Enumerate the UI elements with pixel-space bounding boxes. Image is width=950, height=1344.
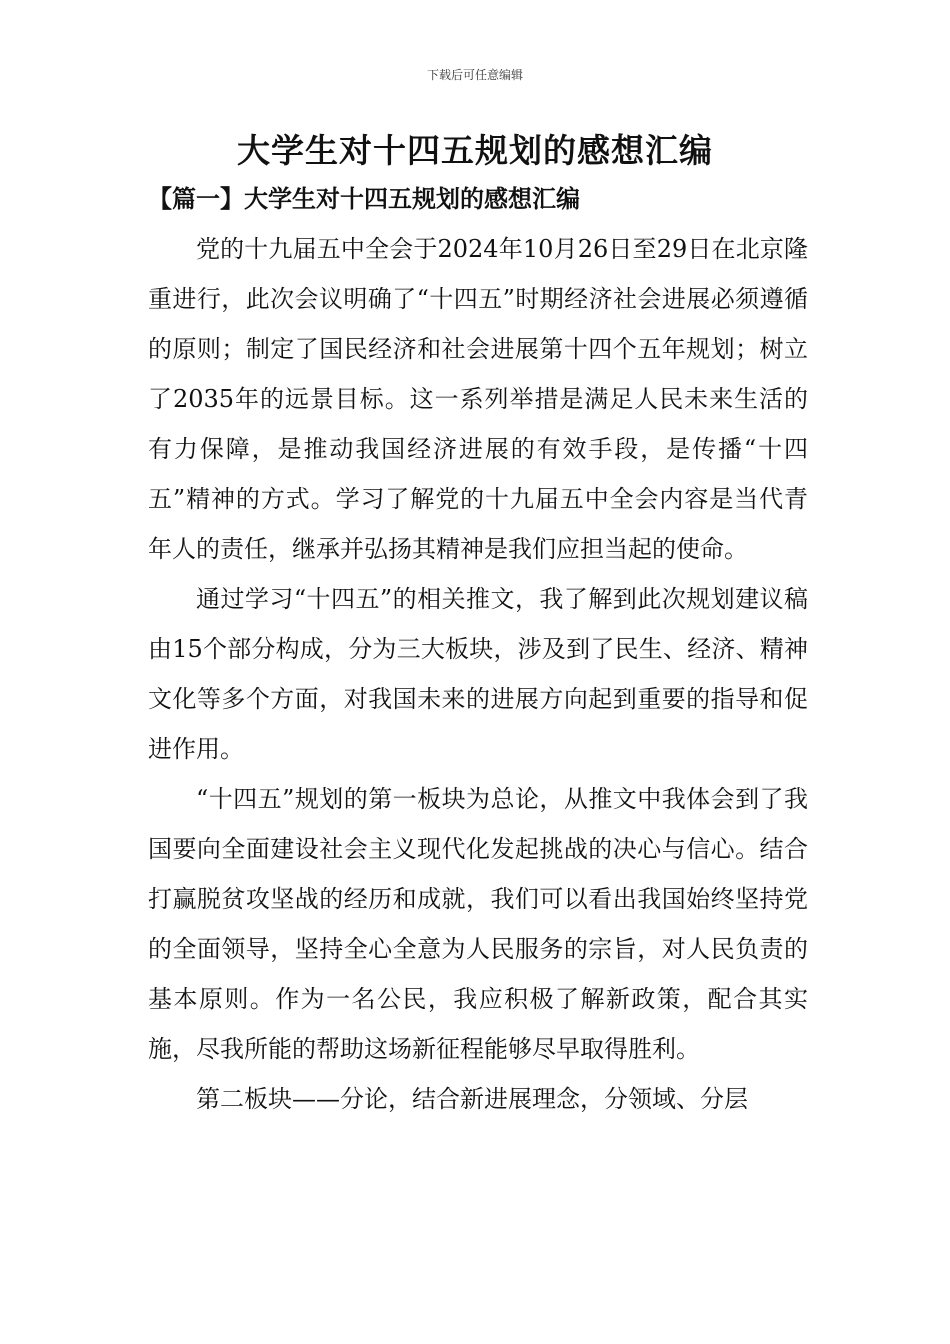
body-text — [148, 224, 808, 1124]
paragraph-1: 党的十九届五中全会于2024年10月26日至29日在北京隆重进行，此次会议明确了“十四五”时期经济社会进展必须遵循的原则；制定了国民经济和社会进展第十四个五年规划；树立了2035年的远景目标。这一系列举措是满足人民未来生活的有力保障，是推动我国经济进展的有效手段，是传播“十四五”精神的方式。学习了解党的十九届五中全会内容是当代青年人的责任，继承并弘扬其精神是我们应担当起的使命。 — [148, 235, 808, 563]
paragraph-2: 通过学习“十四五”的相关推文，我了解到此次规划建议稿由15个部分构成，分为三大板块，涉及到了民生、经济、精神文化等多个方面，对我国未来的进展方向起到重要的指导和促进作用。 — [148, 585, 808, 763]
paragraph-4: 第二板块——分论，结合新进展理念，分领域、分层 — [196, 1085, 748, 1113]
section-heading: 【篇一】大学生对十四五规划的感想汇编 — [148, 184, 580, 213]
paragraph-3: “十四五”规划的第一板块为总论，从推文中我体会到了我国要向全面建设社会主义现代化发起挑战的决心与信心。结合打赢脱贫攻坚战的经历和成就，我们可以看出我国始终坚持党的全面领导，坚持全心全意为人民服务的宗旨，对人民负责的基本原则。作为一名公民，我应积极了解新政策，配合其实施，尽我所能的帮助这场新征程能够尽早取得胜利。 — [148, 785, 808, 1063]
document-title: 大学生对十四五规划的感想汇编 — [237, 131, 713, 170]
page-header-note: 下载后可任意编辑 — [426, 68, 523, 82]
